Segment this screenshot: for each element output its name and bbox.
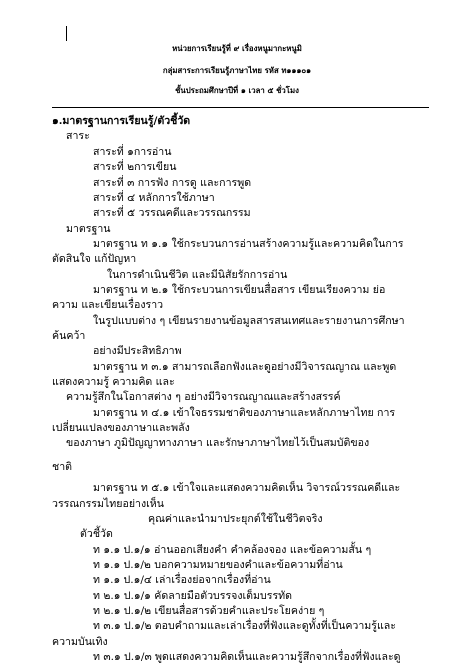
standard-line: มาตรฐาน ท ๔.๑ เข้าใจธรรมชาติของภาษาและหลักภาษาไทย การ [93,407,396,419]
standard-line: ตัดสินใจ แก้ปัญหา [52,253,137,265]
grade-title: ชั้นประถมศึกษาปีที่ ๑ เวลา ๕ ชั่วโมง [175,86,299,95]
indicator-item: ท ๓.๑ ป.๑/๓ พูดแสดงความคิดเห็นและความรู้สึกจากเรื่องที่ฟังและดู [93,651,401,663]
standard-line: ของภาษา ภูมิปัญญาทางภาษา และรักษาภาษาไทยไว้เป็นสมบัติของ [66,437,370,449]
standard-line: วรรณกรรมไทยอย่างเห็น [52,498,164,510]
indicator-item: ท ๒.๑ ป.๑/๑ คัดลายมือตัวบรรจงเต็มบรรทัด [93,590,292,602]
standard-line: ความ และเขียนเรื่องราว [52,299,164,311]
standard-line: ในการดำเนินชีวิต และมีนิสัยรักการอ่าน [107,269,288,281]
indicator-item: ท ๑.๑ ป.๑/๒ บอกความหมายของคำและข้อความที่อ่าน [93,559,343,571]
standard-line: มาตรฐาน ท ๒.๑ ใช้กระบวนการเขียนสื่อสาร เขียนเรียงความ ย่อ [93,284,386,296]
standards-heading: มาตรฐาน [66,223,111,235]
standard-line: อย่างมีประสิทธิภาพ [93,345,182,357]
sara-heading: สาระ [66,130,90,142]
sara-item: สาระที่ ๑การอ่าน [93,146,172,158]
standard-line: มาตรฐาน ท ๓.๑ สามารถเลือกฟังและดูอย่างมีวิจารณญาณ และพูด [93,361,397,373]
standard-line: คุณค่าและนำมาประยุกต์ใช้ในชีวิตจริง [148,513,323,525]
standard-line: เปลี่ยนแปลงของภาษาและพลัง [52,422,190,434]
sara-item: สาระที่ ๔ หลักการใช้ภาษา [93,192,215,204]
standard-line: มาตรฐาน ท ๑.๑ ใช้กระบวนการอ่านสร้างความรู้และความคิดในการ [93,238,404,250]
subject-title: กลุ่มสาระการเรียนรู้ภาษาไทย รหัส ท๑๑๑๐๑ [162,66,312,75]
text-cursor [66,26,67,41]
section-standards-heading: ๑.มาตรฐานการเรียนรู้/ตัวชี้วัด [52,115,191,127]
sara-item: สาระที่ ๕ วรรณคดีและวรรณกรรม [93,207,251,219]
unit-title: หน่วยการเรียนรู้ที่ ๙ เรื่องหนูมากะหนูมิ [172,44,302,53]
indicator-item: ท ๒.๑ ป.๑/๒ เขียนสื่อสารด้วยคำและประโยคง่าย ๆ [93,605,325,617]
indicator-item: ท ๑.๑ ป.๑/๔ เล่าเรื่องย่อจากเรื่องที่อ่าน [93,574,271,586]
standard-line: แสดงความรู้ ความคิด และ [52,376,175,388]
sara-item: สาระที่ ๓ การฟัง การดู และการพูด [93,177,252,189]
standard-line: ค้นคว้า [52,330,86,342]
indicator-item: ท ๑.๑ ป.๑/๑ อ่านออกเสียงคำ คำคล้องจอง และข้อความสั้น ๆ [93,544,372,556]
standard-line: มาตรฐาน ท ๕.๑ เข้าใจและแสดงความคิดเห็น วิจารณ์วรรณคดีและ [93,482,401,494]
standard-line: ชาติ [52,461,73,473]
sara-item: สาระที่ ๒การเขียน [93,161,177,173]
header-rule [52,107,429,108]
indicator-item: ท ๓.๑ ป.๑/๒ ตอบคำถามและเล่าเรื่องที่ฟังและดูทั้งที่เป็นความรู้และ [93,620,396,632]
standard-line: ความรู้สึกในโอกาสต่าง ๆ อย่างมีวิจารณญาณและสร้างสรรค์ [66,391,341,403]
indicator-item: ความบันเทิง [52,636,108,648]
indicators-heading: ตัวชี้วัด [80,528,113,540]
standard-line: ในรูปแบบต่าง ๆ เขียนรายงานข้อมูลสารสนเทศและรายงานการศึกษา [93,315,405,327]
